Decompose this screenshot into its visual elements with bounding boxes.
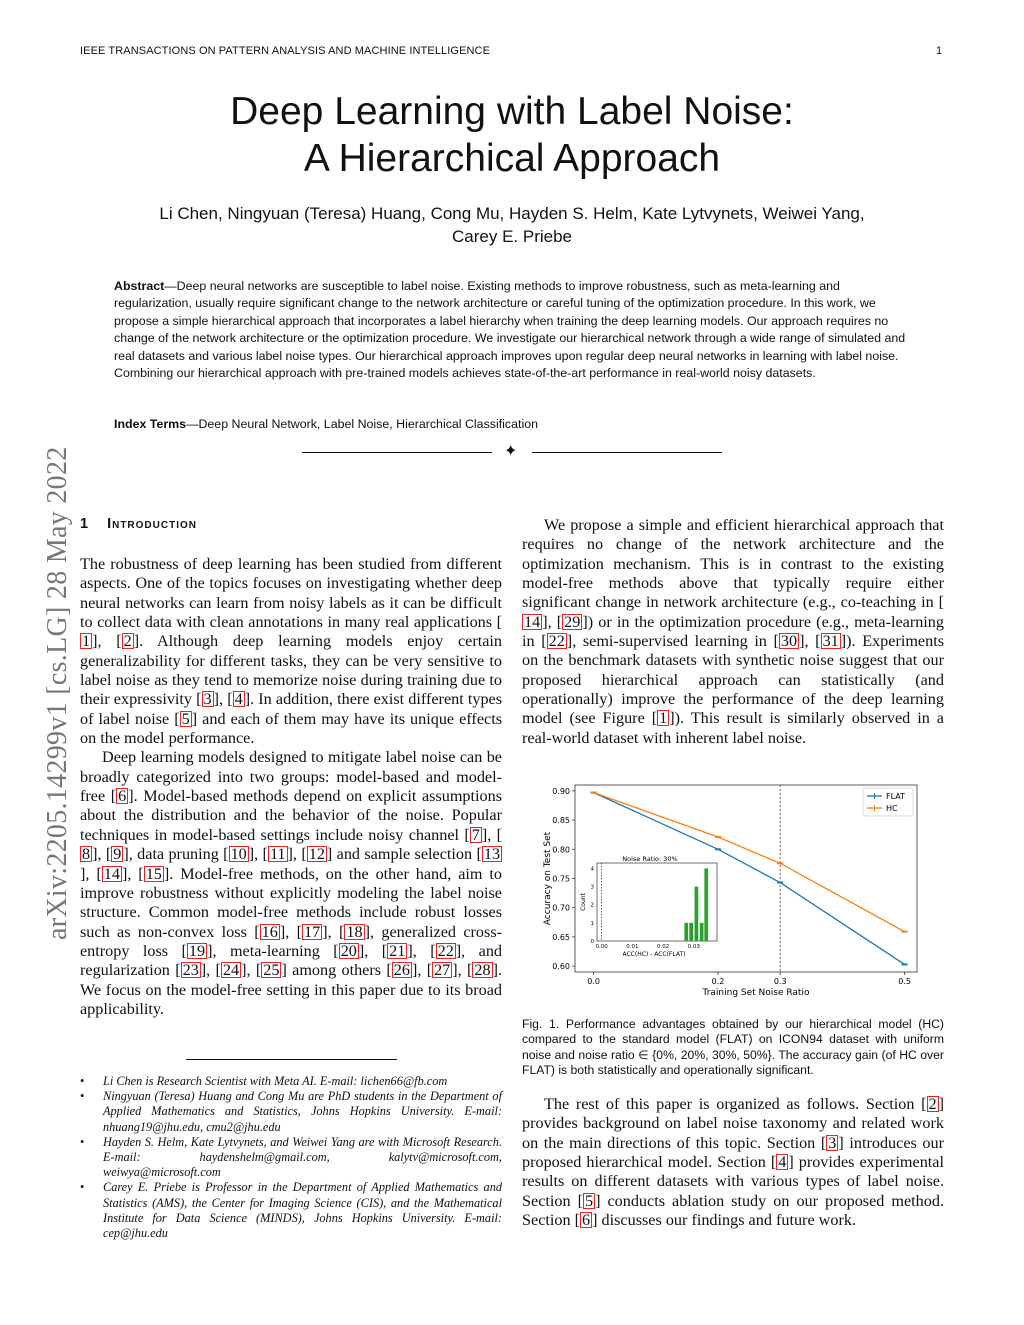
page-number: 1 xyxy=(936,45,943,57)
citation-link[interactable]: 19 xyxy=(188,941,206,960)
citation-link[interactable]: 23 xyxy=(182,961,199,980)
citation-link[interactable]: 11 xyxy=(269,845,286,864)
figure-caption: Fig. 1. Performance advantages obtained by our hierarchical model (HC) compared to the standard model (FLAT) on ICON94 dataset with uniform noise and noise ratio ∈ {0%, 20%, 30%, 50%}. The accuracy gain (of HC over FLAT) is both statistically and operationally significant. xyxy=(522,1017,944,1078)
index-terms xyxy=(114,417,910,431)
inset-x-tick-label: 0.01 xyxy=(626,944,639,950)
citation-link[interactable]: 5 xyxy=(584,1191,594,1210)
citation-link[interactable]: 27 xyxy=(434,961,451,980)
citation-link[interactable]: 9 xyxy=(113,845,122,864)
histogram-bar xyxy=(684,923,688,941)
divider-diamond-icon: ✦ xyxy=(504,443,518,460)
footnote: • Carey E. Priebe is Professor in the Department of Applied Mathematics and Statistics (AMS), the Center for Imaging Science (CIS), and the Mathematical Institute for Data Science (MINDS), Johns Hopkins University. E-mail: cep@jhu.edu xyxy=(80,1180,502,1241)
footnote: • Ningyuan (Teresa) Huang and Cong Mu are PhD students in the Department of Applied Mathematics and Statistics, Johns Hopkins University. E-mail: nhuang19@jhu.edu, cmu2@jhu.edu xyxy=(80,1089,502,1135)
citation-link[interactable]: 4 xyxy=(778,1153,787,1172)
citation-link[interactable]: 24 xyxy=(222,961,240,980)
citation-link[interactable]: 5 xyxy=(181,709,190,728)
histogram-bar xyxy=(704,868,708,941)
y-tick-label: 0.65 xyxy=(552,932,570,942)
legend-label: FLAT xyxy=(886,792,905,801)
divider-line xyxy=(532,452,722,453)
x-tick-label: 0.5 xyxy=(898,977,911,986)
citation-link[interactable]: 25 xyxy=(263,961,280,980)
citation-link[interactable]: 26 xyxy=(393,961,410,980)
paragraph: We propose a simple and efficient hierarchical approach that requires no change of the network architecture and the optimization mechanism. This is in contrast to the existing model-free methods above that typically require either significant change in network architecture (e.g., co-teaching in [14 ], [ 29 ]) or in the optimization procedure (e.g., meta-learning in [ 22 ], semi-supervised learning in [ 30 ], [ 31 ]). Experiments on the benchmark datasets with synthetic noise suggest that our proposed hierarchical approach can statistically (and operationally) improve the performance of the deep learning model (see Figure [ 1 ]). This result is similarly observed in a real-world dataset with inherent label noise. xyxy=(522,516,945,747)
x-tick-label: 0.0 xyxy=(587,977,601,986)
citation-link[interactable]: 14 xyxy=(524,612,541,631)
abstract xyxy=(114,278,910,382)
right-column-top xyxy=(522,516,944,748)
title-line: A Hierarchical Approach xyxy=(303,137,721,180)
citation-link[interactable]: 8 xyxy=(82,845,91,864)
citation-link[interactable]: 20 xyxy=(340,941,357,960)
index-terms-label: Index Terms xyxy=(114,417,187,431)
citation-link[interactable]: 1 xyxy=(82,632,91,651)
inset-x-tick-label: 0.02 xyxy=(657,944,670,950)
citation-link[interactable]: 29 xyxy=(564,612,581,631)
inset-y-tick-label: 2 xyxy=(590,902,594,909)
inset-frame xyxy=(597,863,717,941)
figure-1-chart xyxy=(530,780,940,1005)
title-line: Deep Learning with Label Noise: xyxy=(230,90,794,133)
inset-title: Noise Ratio: 30% xyxy=(622,855,678,863)
citation-link[interactable]: 1 xyxy=(659,709,668,728)
citation-link[interactable]: 18 xyxy=(346,922,363,941)
citation-link[interactable]: 28 xyxy=(474,961,491,980)
inset-x-tick-label: 0.00 xyxy=(595,944,608,950)
histogram-bar xyxy=(689,923,693,941)
citation-link[interactable]: 6 xyxy=(582,1211,591,1230)
citation-link[interactable]: 12 xyxy=(308,845,325,864)
citation-link[interactable]: 3 xyxy=(828,1133,837,1152)
section-number: 1 xyxy=(80,516,90,532)
paragraph: The rest of this paper is organized as follows. Section [ 2 ] provides background on label noise taxonomy and related work on the main directions of this topic. Section [ 3 ] introduces our proposed hierarchical model. Section [ 4 ] provides experimental results on different datasets with various types of label noise. Section [ 5 ] conducts ablation study on our proposed method. Section [ 6 ] discusses our findings and future work. xyxy=(522,1095,944,1230)
inset-y-tick-label: 3 xyxy=(590,884,594,891)
paper-title xyxy=(0,88,1024,182)
x-tick-label: 0.2 xyxy=(711,977,725,986)
citation-link[interactable]: 2 xyxy=(928,1095,937,1113)
citation-link[interactable]: 15 xyxy=(145,864,162,883)
y-tick-label: 0.70 xyxy=(552,903,570,913)
right-column-bottom xyxy=(522,1095,944,1230)
histogram-bar xyxy=(695,887,699,941)
citation-link[interactable]: 17 xyxy=(304,922,321,941)
x-tick-label: 0.3 xyxy=(773,977,787,986)
paragraph: Deep learning models designed to mitigate label noise can be broadly categorized into two groups: model-based and model-free [ 6 ]. Model-based methods depend on explicit assumptions about the distribution and the behavior of the noise. Popular techniques in model-based settings include noisy channel [ 7 ], [8 ], [ 9 ], data pruning [ 10 ], [ 11 ], [ 12 ] and sample selection [ 13], [ 14 ], [ 15 ]. Model-free methods, on the other hand, aim to improve robustness without explicitly modeling the label noise structure. Common model-free methods include robust losses such as non-convex loss [ 16 ], [ 17 ], [ 18 ], generalized cross-entropy loss [ 19 ], meta-learning [ 20 ], [ 21 ], [ 22 ], and regularization [ 23 ], [ 24 ], [ 25 ] among others [ 26 ], [ 27 ], [ 28 ]. We focus on the model-free setting in this paper due to its broad applicability. xyxy=(80,748,503,1018)
index-terms-text: —Deep Neural Network, Label Noise, Hierarchical Classification xyxy=(186,417,538,431)
citation-link[interactable]: 13 xyxy=(483,845,501,864)
footnote-rule xyxy=(186,1059,397,1060)
y-tick-label: 0.90 xyxy=(552,786,570,796)
citation-link[interactable]: 10 xyxy=(230,845,247,864)
citation-link[interactable]: 3 xyxy=(203,690,212,709)
citation-link[interactable]: 22 xyxy=(437,941,454,960)
citation-link[interactable]: 16 xyxy=(261,922,278,941)
left-column xyxy=(80,555,502,1019)
inset-x-tick-label: 0.03 xyxy=(687,944,701,950)
authors-line: Li Chen, Ningyuan (Teresa) Huang, Cong Mu, Hayden S. Helm, Kate Lytvynets, Weiwei Yang, xyxy=(159,204,865,223)
legend-label: HC xyxy=(886,804,898,813)
x-axis-label: Training Set Noise Ratio xyxy=(702,988,810,998)
y-tick-label: 0.85 xyxy=(552,816,570,826)
authors-line: Carey E. Priebe xyxy=(452,227,572,246)
inset-y-label: Count xyxy=(580,893,587,911)
citation-link[interactable]: 14 xyxy=(103,864,120,883)
citation-link[interactable]: 30 xyxy=(780,632,798,651)
citation-link[interactable]: 4 xyxy=(234,690,243,709)
inset-y-tick-label: 1 xyxy=(590,920,594,927)
citation-link[interactable]: 6 xyxy=(118,787,127,806)
footnote: • Hayden S. Helm, Kate Lytvynets, and Weiwei Yang are with Microsoft Research. E-mail: haydenshelm@gmail.com, kalytv@microsoft.com, weiwya@microsoft.com xyxy=(80,1135,502,1181)
divider-line xyxy=(302,452,492,453)
y-tick-label: 0.80 xyxy=(552,845,570,855)
citation-link[interactable]: 7 xyxy=(471,825,480,844)
citation-link[interactable]: 2 xyxy=(123,632,132,651)
citation-link[interactable]: 21 xyxy=(389,941,406,960)
y-tick-label: 0.75 xyxy=(552,874,570,884)
inset-y-tick-label: 4 xyxy=(590,866,594,873)
authors xyxy=(100,202,924,248)
y-tick-label: 0.60 xyxy=(552,962,570,972)
arxiv-stamp: arXiv:2205.14299v1 [cs.LG] 28 May 2022 xyxy=(42,446,73,940)
footnote: • Li Chen is Research Scientist with Meta AI. E-mail: lichen66@fb.com xyxy=(80,1074,502,1089)
abstract-text: —Deep neural networks are susceptible to label noise. Existing methods to improve robustness, such as meta-learning and regularization, usually require significant change to the network architecture or careful tuning of the optimization procedure. In this work, we propose a simple hierarchical approach that incorporates a label hierarchy when training the deep learning models. Our approach requires no change of the network architecture or the optimization procedure. We investigate our hierarchical network through a wide range of simulated and real datasets and various label noise types. Our hierarchical approach improves upon regular deep neural networks in learning with label noise. Combining our hierarchical approach with pre-trained models achieves state-of-the-art performance in real-world noisy datasets. xyxy=(114,279,906,381)
histogram-bar xyxy=(700,923,704,941)
running-header: IEEE TRANSACTIONS ON PATTERN ANALYSIS AND MACHINE INTELLIGENCE xyxy=(80,45,491,57)
y-axis-label: Accuracy on Test Set xyxy=(543,831,553,926)
inset-x-label: ACC(HC) - ACC(FLAT) xyxy=(622,951,686,958)
footnotes xyxy=(80,1074,502,1241)
section-title: Introduction xyxy=(107,516,197,532)
citation-link[interactable]: 31 xyxy=(822,632,839,651)
abstract-label: Abstract xyxy=(114,279,165,293)
inset-y-tick-label: 0 xyxy=(590,939,594,945)
paragraph: The robustness of deep learning has been studied from different aspects. One of the topics focuses on investigating whether deep neural networks can learn from noisy labels as it can be difficult to collect data with clean annotations in many real applications [1 ], [ 2 ]. Although deep learning models enjoy certain generalizability for different tasks, they can be very sensitive to label noise as they tend to memorize noise during training due to their expressivity [ 3 ], [ 4 ]. In addition, there exist different types of label noise [ 5 ] and each of them may have its unique effects on the model performance. xyxy=(80,555,503,748)
citation-link[interactable]: 22 xyxy=(548,632,565,651)
section-heading xyxy=(80,516,197,532)
